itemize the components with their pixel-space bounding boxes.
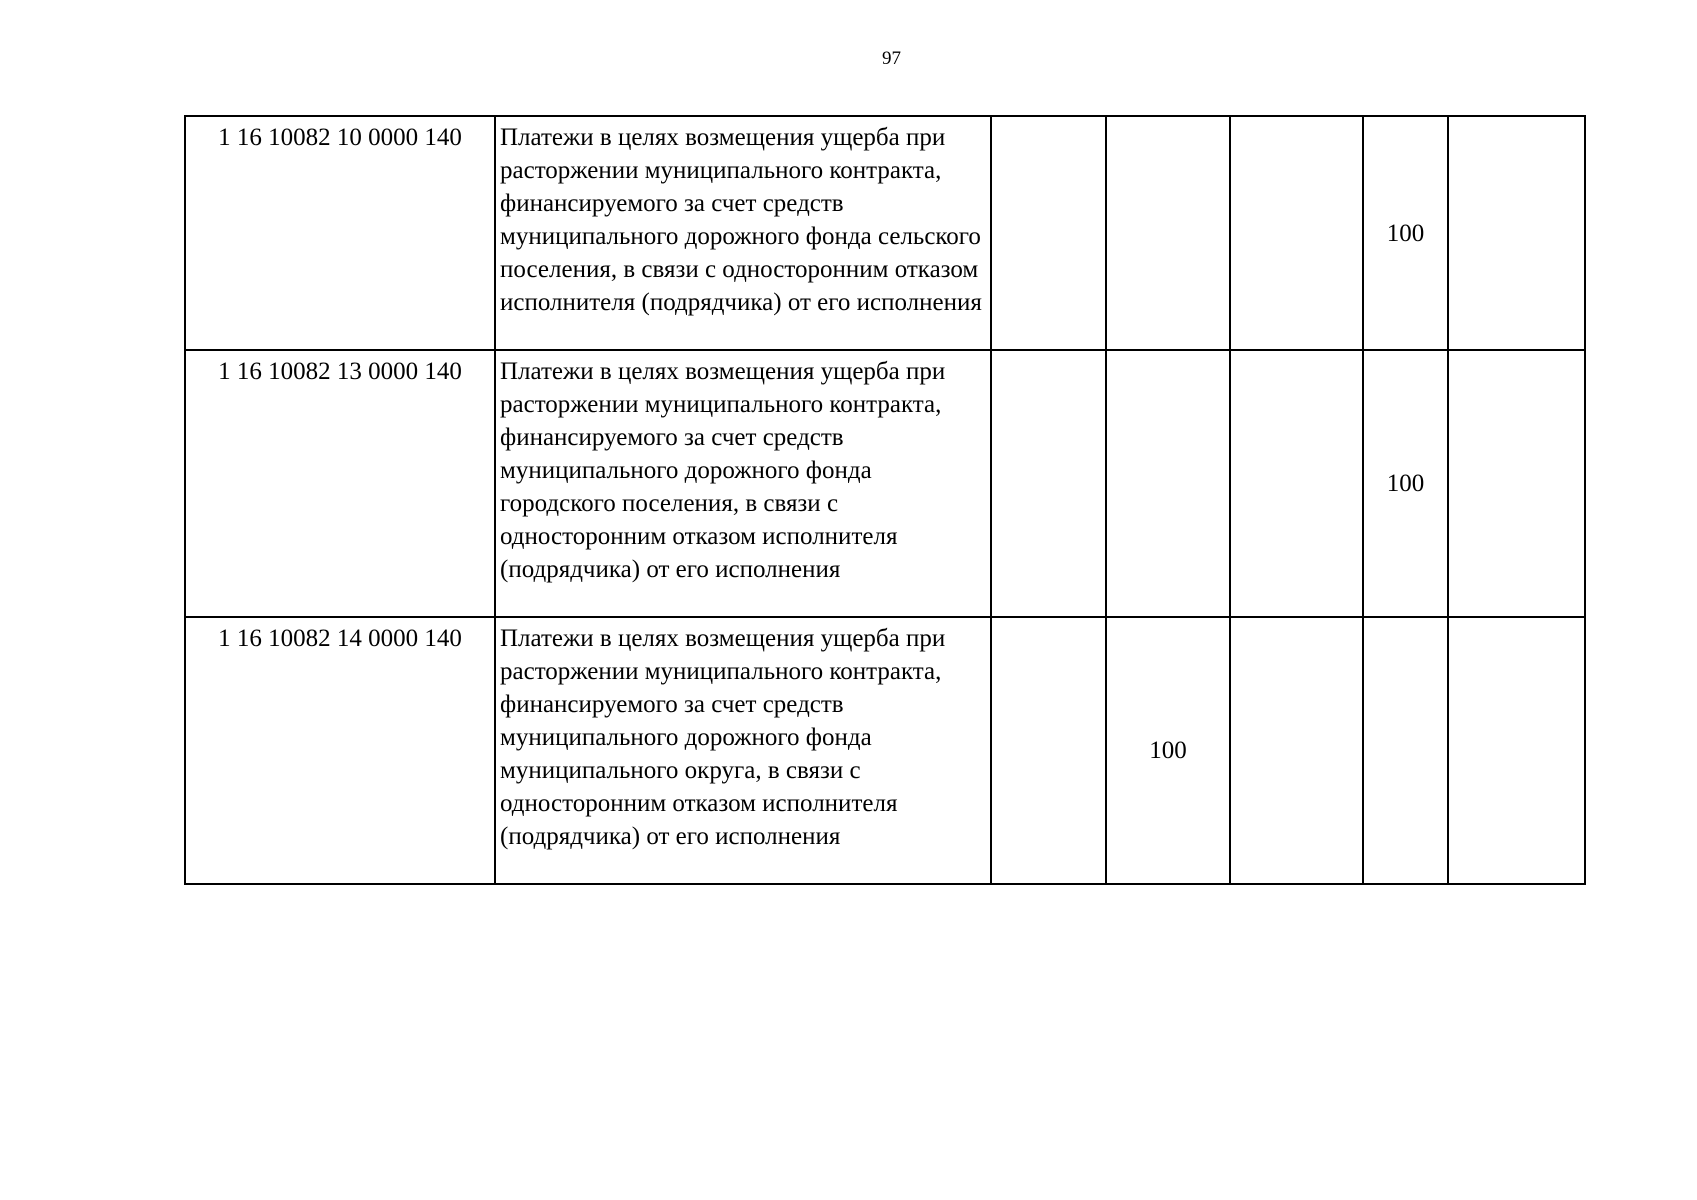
value-cell [1230, 116, 1363, 350]
value-cell [991, 617, 1106, 884]
budget-classification-table [184, 115, 1586, 885]
value-cell [1363, 617, 1448, 884]
income-code-cell: 1 16 10082 14 0000 140 [185, 617, 495, 884]
value-cell [1106, 350, 1230, 617]
table-row [185, 350, 1585, 617]
value-cell [1448, 116, 1585, 350]
value-cell [1230, 617, 1363, 884]
page-number: 97 [882, 48, 901, 69]
value-cell [1106, 116, 1230, 350]
value-cell: 100 [1363, 116, 1448, 350]
value-cell [991, 350, 1106, 617]
table-row [185, 116, 1585, 350]
income-description-cell: Платежи в целях возмещения ущерба при расторжении муниципального контракта, финансируемого за счет средств муниципального дорожного фонда муниципального округа, в связи с односторонним отказом исполнителя (подрядчика) от его исполнения [495, 617, 991, 884]
value-cell [1448, 350, 1585, 617]
table-row [185, 617, 1585, 884]
income-description-cell: Платежи в целях возмещения ущерба при расторжении муниципального контракта, финансируемого за счет средств муниципального дорожного фонда сельского поселения, в связи с односторонним отказом исполнителя (подрядчика) от его исполнения [495, 116, 991, 350]
value-cell [991, 116, 1106, 350]
income-code-cell: 1 16 10082 13 0000 140 [185, 350, 495, 617]
value-cell: 100 [1106, 617, 1230, 884]
income-code-cell: 1 16 10082 10 0000 140 [185, 116, 495, 350]
income-description-cell: Платежи в целях возмещения ущерба при расторжении муниципального контракта, финансируемого за счет средств муниципального дорожного фонда городского поселения, в связи с односторонним отказом исполнителя (подрядчика) от его исполнения [495, 350, 991, 617]
value-cell [1448, 617, 1585, 884]
value-cell [1230, 350, 1363, 617]
value-cell: 100 [1363, 350, 1448, 617]
